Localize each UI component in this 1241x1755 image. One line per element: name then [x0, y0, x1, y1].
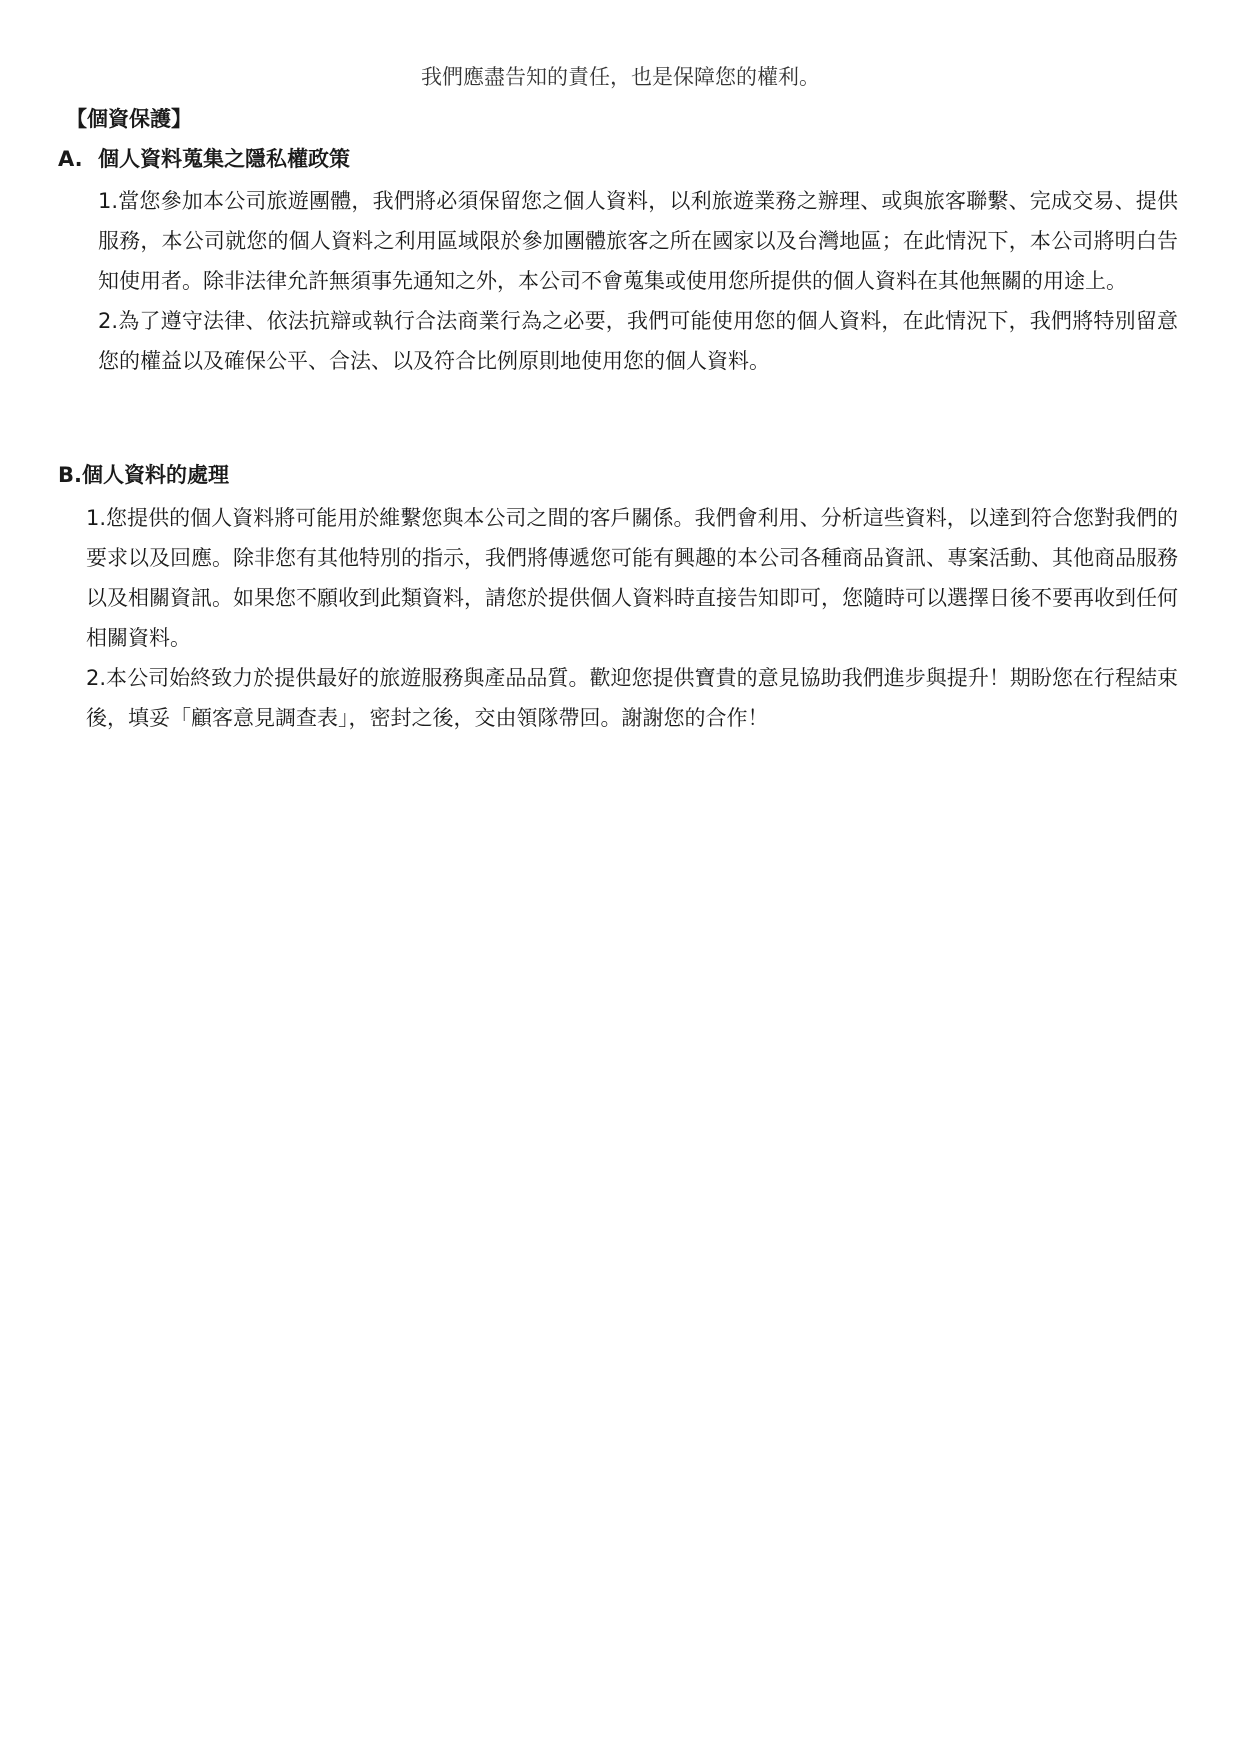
- section-b-paragraph-1: 1.您提供的個人資料將可能用於維繫您與本公司之間的客戶關係。我們會利用、分析這些資料，以達到符合您對我們的要求以及回應。除非您有其他特別的指示，我們將傳遞您可能有興趣的本公司各種商品資訊、專案活動、其他商品服務以及相關資訊。如果您不願收到此類資料，請您於提供個人資料時直接告知即可，您隨時可以選擇日後不要再收到任何相關資料。: [86, 506, 1178, 650]
- section-a-heading: [58, 144, 350, 174]
- section-a-heading-text: 個人資料蒐集之隱私權政策: [98, 147, 350, 171]
- section-b-paragraph-2: 2.本公司始終致力於提供最好的旅遊服務與產品品質。歡迎您提供寶貴的意見協助我們進步與提升！期盼您在行程結束後，填妥「顧客意見調查表」，密封之後，交由領隊帶回。謝謝您的合作！: [86, 666, 1178, 730]
- intro-line: 我們應盡告知的責任，也是保障您的權利。: [421, 65, 820, 89]
- section-a-paragraph-1: 1.當您參加本公司旅遊團體，我們將必須保留您之個人資料，以利旅遊業務之辦理、或與旅客聯繫、完成交易、提供服務，本公司就您的個人資料之利用區域限於參加團體旅客之所在國家以及台灣地區；在此情況下，本公司將明白告知使用者。除非法律允許無須事先通知之外，本公司不會蒐集或使用您所提供的個人資料在其他無關的用途上。: [98, 189, 1178, 293]
- section-b-heading: B.個人資料的處理: [58, 463, 229, 487]
- section-a-paragraph-2: 2.為了遵守法律、依法抗辯或執行合法商業行為之必要，我們可能使用您的個人資料，在此情況下，我們將特別留意您的權益以及確保公平、合法、以及符合比例原則地使用您的個人資料。: [98, 309, 1178, 373]
- section-a-body: [98, 181, 1178, 381]
- section-b-body: [86, 498, 1178, 738]
- section-a-marker: A.: [58, 147, 83, 171]
- section-title: 【個資保護】: [66, 107, 192, 131]
